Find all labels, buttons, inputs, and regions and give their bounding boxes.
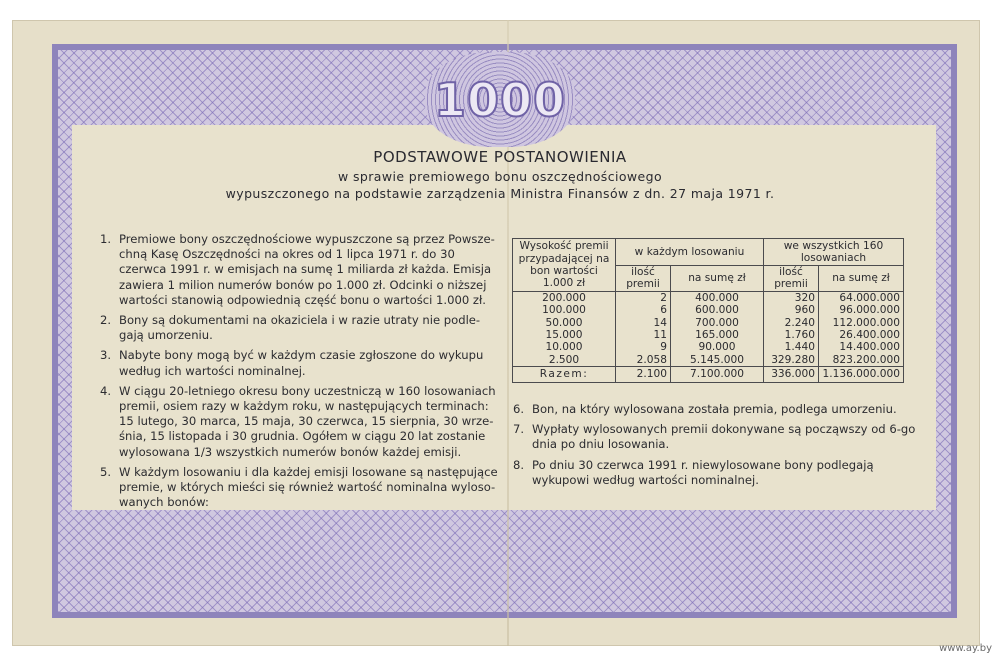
header-text: premii [774, 278, 808, 291]
provision-line: premii, osiem razy w każdym roku, w następujących terminach: [119, 399, 489, 414]
provision-number: 3. [100, 348, 112, 363]
provision-text [119, 348, 500, 378]
provision-text [532, 422, 918, 452]
provision-line: Nabyte bony mogą być w każdym czasie zgłoszone do wykupu [119, 348, 484, 363]
header-text: przypadającej na [518, 252, 610, 265]
cell-sum-all: 26.400.000 [819, 329, 904, 341]
provision-line: zawiera 1 milion numerów bonów po 1.000 zł. Odcinki o niższej [119, 277, 487, 292]
header-sum-all: na sumę zł [819, 266, 904, 292]
left-column [100, 232, 500, 515]
cell-premium: 2.500 [513, 354, 616, 367]
cell-count-all: 1.760 [764, 329, 819, 341]
cell-count: 9 [616, 341, 671, 353]
table-row [513, 341, 904, 353]
provision-line: wykupowi według wartości nominalnej. [532, 472, 759, 487]
provision-line: Premiowe bony oszczędnościowe wypuszczone są przez Powsze- [119, 232, 495, 246]
premium-rows [513, 291, 904, 366]
cell-premium: 50.000 [513, 317, 616, 329]
document-title: PODSTAWOWE POSTANOWIENIA [373, 148, 627, 166]
provision-item [100, 348, 500, 378]
provision-line: dnia po dniu losowania. [532, 437, 670, 452]
provision-item [513, 422, 918, 452]
provision-number: 6. [513, 402, 525, 416]
provision-text [119, 465, 500, 511]
table-row [513, 354, 904, 367]
provision-line: wartości stanowią odpowiednią część bonu o wartości 1.000 zł. [119, 292, 486, 307]
provision-line: W ciągu 20-letniego okresu bony uczestniczą w 160 losowaniach [119, 383, 496, 398]
cell-sum: 700.000 [671, 317, 764, 329]
cell-premium: 200.000 [513, 291, 616, 304]
cell-count: 14 [616, 317, 671, 329]
watermark-text: www.ay.by [939, 643, 992, 654]
provision-line: czerwca 1991 r. w emisjach na sumę 1 miliarda zł każda. Emisja [119, 262, 492, 277]
provision-line: Bony są dokumentami na okaziciela i w razie utraty nie podle- [119, 313, 481, 328]
table-row [513, 317, 904, 329]
provision-number: 8. [513, 457, 525, 472]
provision-line: Po dniu 30 czerwca 1991 r. niewylosowane bony podlegają [532, 457, 874, 472]
total-sum: 7.100.000 [671, 367, 764, 383]
provision-item [513, 458, 918, 488]
document-subtitle: w sprawie premiowego bonu oszczędnościowego [337, 169, 662, 184]
provision-number: 5. [100, 464, 112, 479]
header-text: ilość [779, 266, 803, 278]
table-row [513, 304, 904, 316]
table-row [513, 291, 904, 304]
provision-number: 7. [513, 422, 525, 437]
cell-sum-all: 823.200.000 [819, 354, 904, 367]
header-count [616, 266, 671, 292]
header-each-draw: w każdym losowaniu [616, 239, 764, 266]
cell-sum-all: 64.000.000 [819, 291, 904, 304]
header-text: losowaniach [800, 252, 867, 264]
header-text: premii [626, 278, 660, 291]
total-count-all: 336.000 [764, 367, 819, 383]
denomination-value: 1000 [433, 72, 567, 127]
cell-premium: 15.000 [513, 329, 616, 341]
header-text: ilość [631, 266, 655, 278]
provision-item [513, 402, 918, 417]
header-premium-amount [513, 239, 616, 292]
cell-sum: 90.000 [671, 341, 764, 353]
provision-text [119, 313, 500, 343]
header-all-draws [764, 239, 904, 266]
provision-line: według ich wartości nominalnej. [119, 363, 306, 378]
cell-sum: 165.000 [671, 329, 764, 341]
provision-text [532, 402, 918, 417]
cell-count: 11 [616, 329, 671, 341]
header-text: Wysokość premii [519, 240, 609, 253]
header-text: bon wartości [530, 264, 598, 277]
header-text: we wszystkich 160 [783, 239, 884, 252]
provision-line: chną Kasę Oszczędności na okres od 1 lipca 1971 r. do 30 [119, 247, 455, 262]
cell-count: 6 [616, 304, 671, 316]
provision-line: Wypłaty wylosowanych premii dokonywane są począwszy od 6-go [532, 422, 916, 437]
cell-count: 2 [616, 291, 671, 304]
cell-sum-all: 14.400.000 [819, 341, 904, 353]
cell-sum-all: 96.000.000 [819, 304, 904, 316]
total-sum-all: 1.136.000.000 [819, 367, 904, 383]
cell-count-all: 2.240 [764, 317, 819, 329]
cell-premium: 10.000 [513, 341, 616, 353]
header-text: 1.000 zł [542, 277, 586, 290]
cell-count-all: 320 [764, 291, 819, 304]
right-column [513, 402, 918, 493]
provision-line: Bon, na który wylosowana została premia, podlega umorzeniu. [532, 402, 897, 416]
provision-item [100, 384, 500, 460]
provision-item [100, 313, 500, 343]
cell-count-all: 329.280 [764, 354, 819, 367]
total-label: Razem: [513, 367, 616, 383]
provision-number: 4. [100, 383, 112, 398]
provision-line: wylosowana 1/3 wszystkich numerów bonów każdej emisji. [119, 444, 462, 459]
provision-line: 15 lutego, 30 marca, 15 maja, 30 czerwca, 15 sierpnia, 30 wrze- [119, 414, 494, 429]
provision-line: wanych bonów: [119, 495, 209, 510]
provision-number: 2. [100, 313, 112, 328]
provision-line: premie, w których mieści się również wartość nominalna wyloso- [119, 480, 496, 495]
cell-sum: 400.000 [671, 291, 764, 304]
header-count-all [764, 266, 819, 292]
cell-count-all: 1.440 [764, 341, 819, 353]
total-count: 2.100 [616, 367, 671, 383]
cell-sum: 5.145.000 [671, 354, 764, 367]
provision-line: śnia, 15 listopada i 30 grudnia. Ogółem w ciągu 20 lat zostanie [119, 429, 486, 444]
provision-text [119, 232, 500, 308]
total-row [513, 367, 904, 383]
cell-sum: 600.000 [671, 304, 764, 316]
cell-count: 2.058 [616, 354, 671, 367]
provision-line: W każdym losowaniu i dla każdej emisji losowane są następujące [119, 464, 498, 479]
provision-number: 1. [100, 232, 112, 246]
provision-item [100, 232, 500, 308]
cell-count-all: 960 [764, 304, 819, 316]
table-row [513, 329, 904, 341]
provision-item [100, 465, 500, 511]
premium-table [512, 238, 904, 383]
cell-premium: 100.000 [513, 304, 616, 316]
provision-line: gają umorzeniu. [119, 328, 213, 343]
cell-sum-all: 112.000.000 [819, 317, 904, 329]
provision-text [532, 458, 918, 488]
denomination-rosette [425, 52, 575, 147]
document-subtitle-2: wypuszczonego na podstawie zarządzenia Ministra Finansów z dn. 27 maja 1971 r. [225, 186, 775, 201]
provision-text [119, 384, 500, 460]
header-sum: na sumę zł [671, 266, 764, 292]
